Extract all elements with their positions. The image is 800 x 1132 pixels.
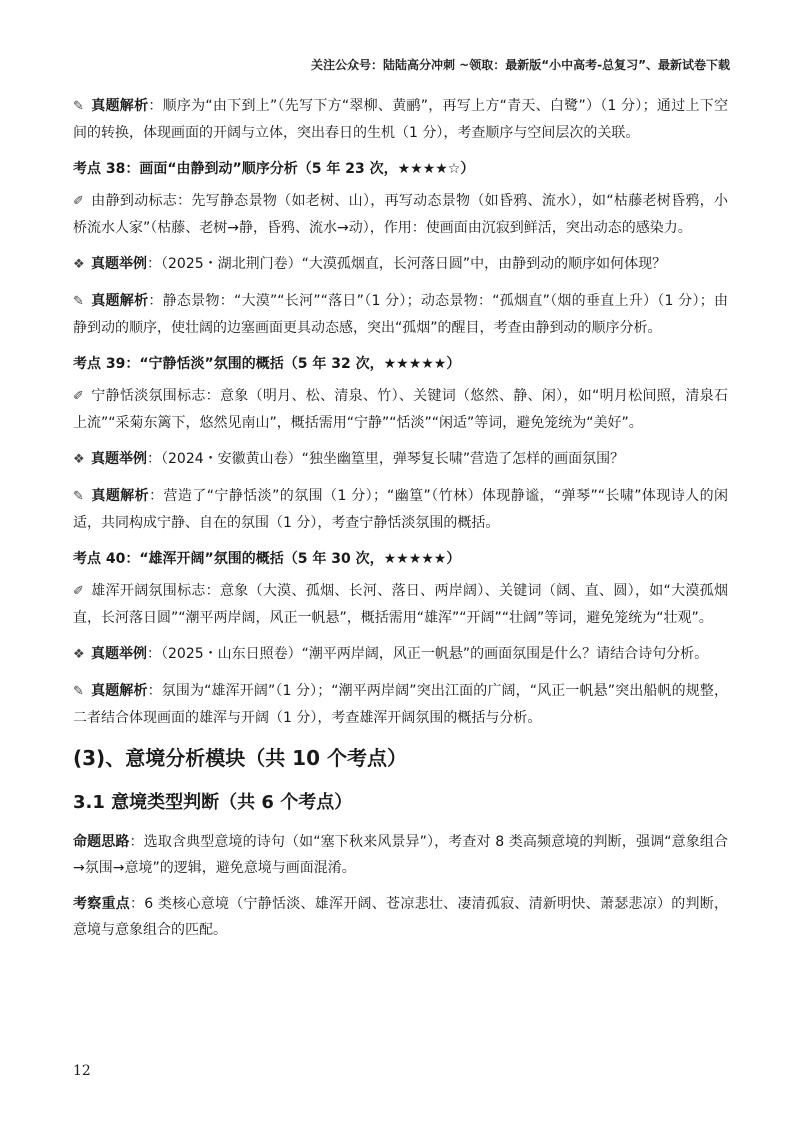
analysis-paragraph: ✎ 真题解析：顺序为“由下到上”（先写下方“翠柳、黄鹂”，再写上方“青天、白鹭”）（1 分）；通过上下空间的转换，体现画面的开阔与立体，突出春日的生机（1 分），考查顺序与空间层次的关联。: [73, 93, 728, 146]
analysis-paragraph: ✎ 真题解析：静态景物：“大漠”“长河”“落日”（1 分）；动态景物：“孤烟直”（烟的垂直上升）（1 分）；由静到动的顺序，使壮阔的边塞画面更具动态感，突出“孤烟”的醒目，考查由静到动的顺序分析。: [73, 288, 728, 341]
pencil-icon: ✐: [73, 389, 84, 404]
diamond-icon: ❖: [73, 647, 85, 662]
example-paragraph: ❖ 真题举例：（2024・安徽黄山卷）“独坐幽篁里，弹琴复长啸”营造了怎样的画面氛围？: [73, 446, 728, 473]
marker-paragraph: ✐ 雄浑开阔氛围标志：意象（大漠、孤烟、长河、落日、两岸阔）、关键词（阔、直、圆），如“大漠孤烟直，长河落日圆”“潮平两岸阔，风正一帆悬”，概括需用“雄浑”“开阔”“壮阔”等词，避免笼统为“壮观”。: [73, 578, 728, 631]
pencil-icon: ✐: [73, 584, 84, 599]
page-header: 关注公众号：陆陆高分冲刺 ~领取：最新版“小中高考-总复习”、最新试卷下载: [311, 58, 730, 72]
pen-icon: ✎: [73, 684, 84, 699]
example-paragraph: ❖ 真题举例：（2025・湖北荆门卷）“大漠孤烟直，长河落日圆”中，由静到动的顺序如何体现？: [73, 251, 728, 278]
pen-icon: ✎: [73, 99, 84, 114]
diamond-icon: ❖: [73, 452, 85, 467]
kaodian-40-heading: 考点 40：“雄浑开阔”氛围的概括（5 年 30 次，★★★★★）: [73, 551, 461, 567]
kaodian-38-heading: 考点 38：画面“由静到动”顺序分析（5 年 23 次，★★★★☆）: [73, 161, 475, 177]
diamond-icon: ❖: [73, 257, 85, 272]
analysis-paragraph: ✎ 真题解析：营造了“宁静恬淡”的氛围（1 分）；“幽篁”（竹林）体现静谧，“弹琴”“长啸”体现诗人的闲适，共同构成宁静、自在的氛围（1 分），考查宁静恬淡氛围的概括。: [73, 483, 728, 536]
module-heading: (3)、意境分析模块（共 10 个考点）: [73, 746, 407, 770]
page-number: 12: [73, 1063, 91, 1079]
pencil-icon: ✐: [73, 194, 84, 209]
page-content: [73, 93, 728, 953]
pen-icon: ✎: [73, 294, 84, 309]
example-paragraph: ❖ 真题举例：（2025・山东日照卷）“潮平两岸阔，风正一帆悬”的画面氛围是什么？请结合诗句分析。: [73, 641, 728, 668]
focus-points-paragraph: 考察重点：6 类核心意境（宁静恬淡、雄浑开阔、苍凉悲壮、凄清孤寂、清新明快、萧瑟悲凉）的判断，意境与意象组合的匹配。: [73, 896, 729, 938]
kaodian-39-heading: 考点 39：“宁静恬淡”氛围的概括（5 年 32 次，★★★★★）: [73, 356, 461, 372]
marker-paragraph: ✐ 宁静恬淡氛围标志：意象（明月、松、清泉、竹）、关键词（悠然、静、闲），如“明月松间照，清泉石上流”“采菊东篱下，悠然见南山”，概括需用“宁静”“恬淡”“闲适”等词，避免笼统为“美好”。: [73, 383, 728, 436]
pen-icon: ✎: [73, 489, 84, 504]
analysis-paragraph: ✎ 真题解析：氛围为“雄浑开阔”（1 分）；“潮平两岸阔”突出江面的广阔，“风正一帆悬”突出船帆的规整，二者结合体现画面的雄浑与开阔（1 分），考查雄浑开阔氛围的概括与分析。: [73, 678, 728, 731]
proposition-idea-paragraph: 命题思路：选取含典型意境的诗句（如“塞下秋来风景异”），考查对 8 类高频意境的判断，强调“意象组合→氛围→意境”的逻辑，避免意境与画面混淆。: [73, 834, 728, 876]
section-heading: 3.1 意境类型判断（共 6 个考点）: [73, 792, 353, 813]
marker-paragraph: ✐ 由静到动标志：先写静态景物（如老树、山），再写动态景物（如昏鸦、流水），如“枯藤老树昏鸦，小桥流水人家”（枯藤、老树→静，昏鸦、流水→动），作用：使画面由沉寂到鲜活，突出动态的感染力。: [73, 188, 728, 241]
